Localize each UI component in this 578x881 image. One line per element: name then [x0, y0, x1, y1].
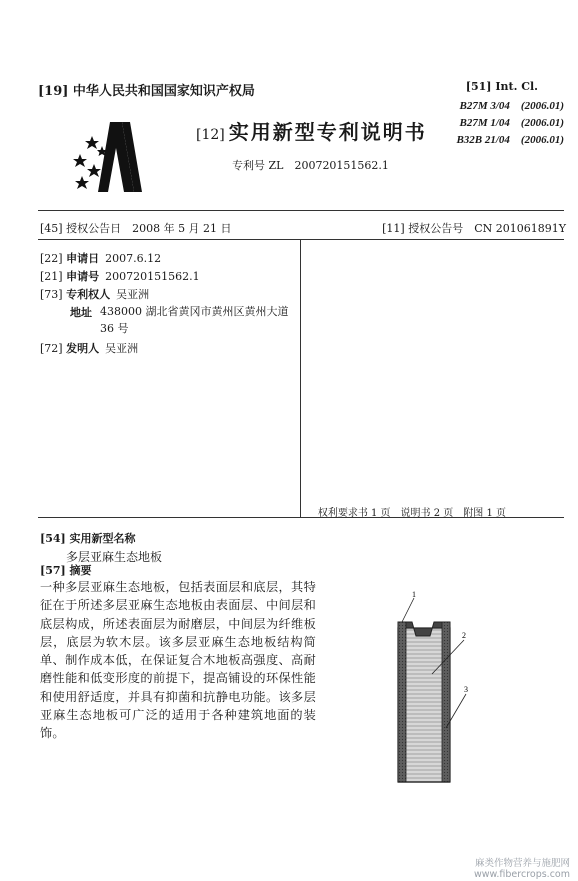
- page-count-info: 权利要求书 1 页 说明书 2 页 附图 1 页: [317, 508, 506, 519]
- patentee-field: [73] 专利权人 吴亚洲: [40, 288, 150, 301]
- utility-name: 多层亚麻生态地板: [66, 550, 163, 564]
- address-value: 438000 湖北省黄冈市黄州区黄州大道 36 号: [100, 305, 289, 335]
- utility-name-heading: [54] 实用新型名称: [40, 532, 136, 545]
- address-label: 地址: [70, 306, 92, 319]
- floor-layer-diagram: [374, 588, 484, 788]
- grant-number: [11] 授权公告号 CN 201061891Y: [382, 222, 566, 235]
- abstract-heading: [57] 摘要: [40, 564, 92, 577]
- floor-board-shape: [398, 622, 450, 782]
- label-1: 1: [412, 590, 416, 599]
- rule-below-announcement: [38, 239, 564, 240]
- site-watermark: [474, 858, 570, 880]
- issuing-office: [19] 中华人民共和国国家知识产权局: [38, 84, 255, 99]
- sipo-logo: [70, 118, 166, 196]
- label-2: 2: [462, 631, 466, 640]
- patent-number: 专利号 ZL 200720151562.1: [232, 159, 389, 172]
- grant-date: [45] 授权公告日 2008 年 5 月 21 日: [40, 222, 232, 235]
- application-date-value: 2007.6.12: [105, 252, 162, 265]
- label-3: 3: [464, 685, 468, 694]
- rule-bottom: [38, 517, 564, 518]
- watermark-line-1: 麻类作物营养与施肥网: [474, 858, 570, 869]
- column-divider: [300, 239, 301, 517]
- inventor-value: 吴亚洲: [105, 342, 139, 355]
- document-type-code: [12]: [196, 127, 225, 143]
- int-cl-label: [51] Int. Cl.: [465, 80, 538, 93]
- document-type-title: 实用新型专利说明书: [228, 120, 427, 144]
- watermark-line-2: www.fibercrops.com: [473, 869, 570, 880]
- inventor-field: [72] 发明人 吴亚洲: [40, 342, 139, 355]
- application-number-value: 200720151562.1: [105, 270, 200, 283]
- ipc-class-1: B27M 3/04 (2006.01): [459, 100, 564, 112]
- application-number-field: [21] 申请号 200720151562.1: [40, 270, 200, 283]
- ipc-class-3: B32B 21/04 (2006.01): [456, 134, 564, 146]
- patentee-value: 吴亚洲: [116, 288, 150, 301]
- document-type: [196, 116, 427, 145]
- rule-top: [38, 210, 564, 211]
- ipc-class-2: B27M 1/04 (2006.01): [459, 117, 564, 129]
- application-date-field: [22] 申请日 2007.6.12: [40, 252, 162, 265]
- abstract-text: 一种多层亚麻生态地板，包括表面层和底层，其特征在于所述多层亚麻生态地板由表面层、中间层和底层构成，所述表面层为耐磨层，中间层为纤维板层，底层为软木层。该多层亚麻生态地板结构简单、制作成本低，在保证复合木地板高强度、高耐磨性能和低变形度的前提下，提高铺设的环保性能和使用舒适度，并具有抑菌和抗静电功能。该多层亚麻生态地板可广泛的适用于各种建筑地面的装饰。: [40, 580, 316, 741]
- leader-line-1: [402, 598, 414, 622]
